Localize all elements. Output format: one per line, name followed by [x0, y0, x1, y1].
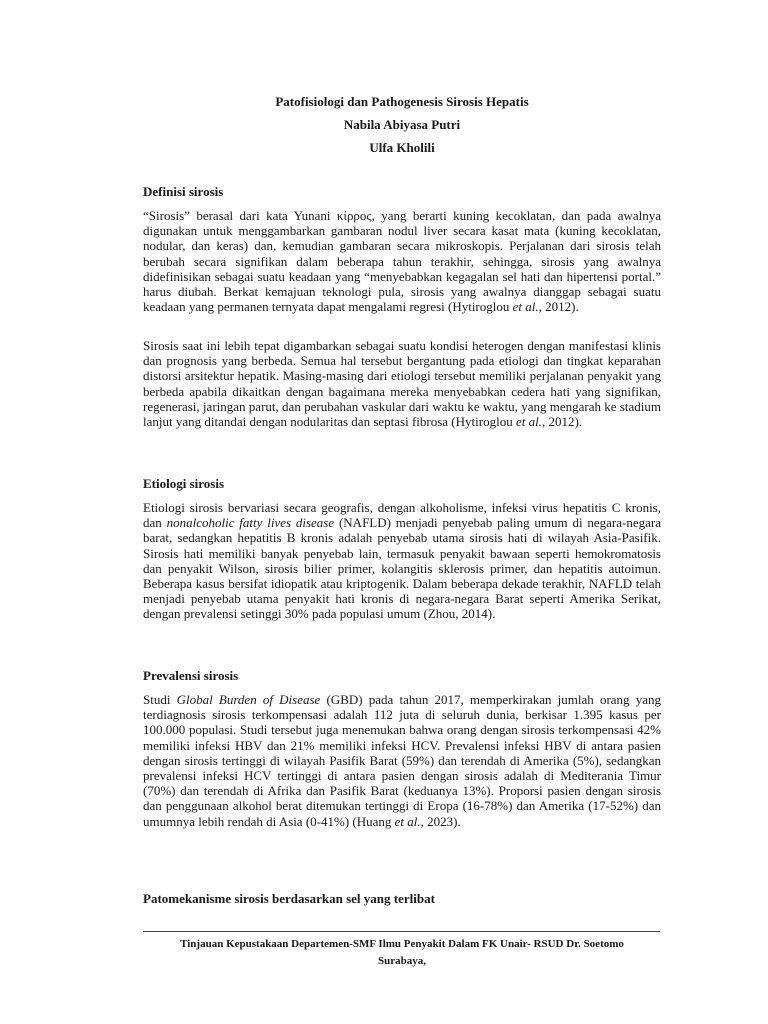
paragraph-prevalensi-1: Studi Global Burden of Disease (GBD) pada tahun 2017, memperkirakan jumlah orang yang terdiagnosis sirosis terkompensasi adalah 112 juta di seluruh dunia, berkisar 1.395 kasus per 100.000 populasi. Studi tersebut juga menemukan bahwa orang dengan sirosis terkompensasi 42% memiliki infeksi HBV dan 21% memiliki infeksi HCV. Prevalensi infeksi HBV di antara pasien dengan sirosis tertinggi di wilayah Pasifik Barat (59%) dan terendah di Amerika (5%), sedangkan prevalensi infeksi HCV tertinggi di antara pasien dengan sirosis adalah di Mediterania Timur (70%) dan terendah di Afrika dan Pasifik Barat (keduanya 13%). Proporsi pasien dengan sirosis dan penggunaan alkohol berat ditemukan tertinggi di Eropa (16-78%) dan Amerika (17-52%) dan umumnya lebih rendah di Asia (0-41%) (Huang et al., 2023). — [143, 692, 661, 829]
footer-divider — [143, 931, 660, 932]
section-heading-definisi: Definisi sirosis — [143, 184, 224, 199]
paper-title: Patofisiologi dan Pathogenesis Sirosis Hepatis — [275, 94, 529, 109]
author-1: Nabila Abiyasa Putri — [343, 117, 461, 132]
section-heading-etiologi: Etiologi sirosis — [143, 476, 225, 491]
paragraph-definisi-2: Sirosis saat ini lebih tepat digambarkan sebagai suatu kondisi heterogen dengan manifestasi klinis dan prognosis yang berbeda. Semua hal tersebut bergantung pada etiologi dan tingkat keparahan distorsi arsitektur hepatik. Masing-masing dari etiologi tersebut memiliki perjalanan penyakit yang berbeda apabila dikaitkan dengan bagaimana mereka menyebabkan cedera hati yang signifikan, regenerasi, jaringan parut, dan perubahan vaskular dari waktu ke waktu, yang mengarah ke stadium lanjut yang ditandai dengan nodularitas dan septasi fibrosa (Hytiroglou et al., 2012). — [143, 338, 661, 430]
footer-line-2: Surabaya, — [378, 955, 426, 967]
section-heading-prevalensi: Prevalensi sirosis — [143, 668, 239, 683]
page-footer — [140, 936, 664, 970]
author-2: Ulfa Kholili — [369, 140, 435, 155]
paragraph-definisi-1: “Sirosis” berasal dari kata Yunani κίρρος, yang berarti kuning kecoklatan, dan pada awalnya digunakan untuk menggambarkan gambaran nodul liver secara kasat mata (kuning kecoklatan, nodular, dan keras) dan, kemudian gambaran secara mikroskopis. Perjalanan dari sirosis telah berubah secara signifikan dalam beberapa tahun terakhir, sehingga, sirosis yang awalnya didefinisikan sebagai suatu keadaan yang “menyebabkan kegagalan sel hati dan hipertensi portal.” harus diubah. Berkat kemajuan teknologi pula, sirosis yang awalnya dianggap sebagai suatu keadaan yang permanen ternyata dapat mengalami regresi (Hytiroglou et al., 2012). — [143, 208, 661, 315]
section-heading-patomekanisme: Patomekanisme sirosis berdasarkan sel yang terlibat — [143, 891, 435, 906]
footer-line-1: Tinjauan Kepustakaan Departemen-SMF Ilmu Penyakit Dalam FK Unair- RSUD Dr. Soetomo — [180, 938, 624, 950]
paragraph-etiologi-1: Etiologi sirosis bervariasi secara geografis, dengan alkoholisme, infeksi virus hepatitis C kronis, dan nonalcoholic fatty lives disease (NAFLD) menjadi penyebab paling umum di negara-negara barat, sedangkan hepatitis B kronis adalah penyebab utama sirosis hati di wilayah Asia-Pasifik. Sirosis hati memiliki banyak penyebab lain, termasuk penyakit bawaan seperti hemokromatosis dan penyakit Wilson, sirosis bilier primer, kolangitis sklerosis primer, dan hepatitis autoimun. Beberapa kasus bersifat idiopatik atau kriptogenik. Dalam beberapa dekade terakhir, NAFLD telah menjadi penyebab utama penyakit hati kronis di negara-negara Barat seperti Amerika Serikat, dengan prevalensi setinggi 30% pada populasi umum (Zhou, 2014). — [143, 500, 661, 622]
